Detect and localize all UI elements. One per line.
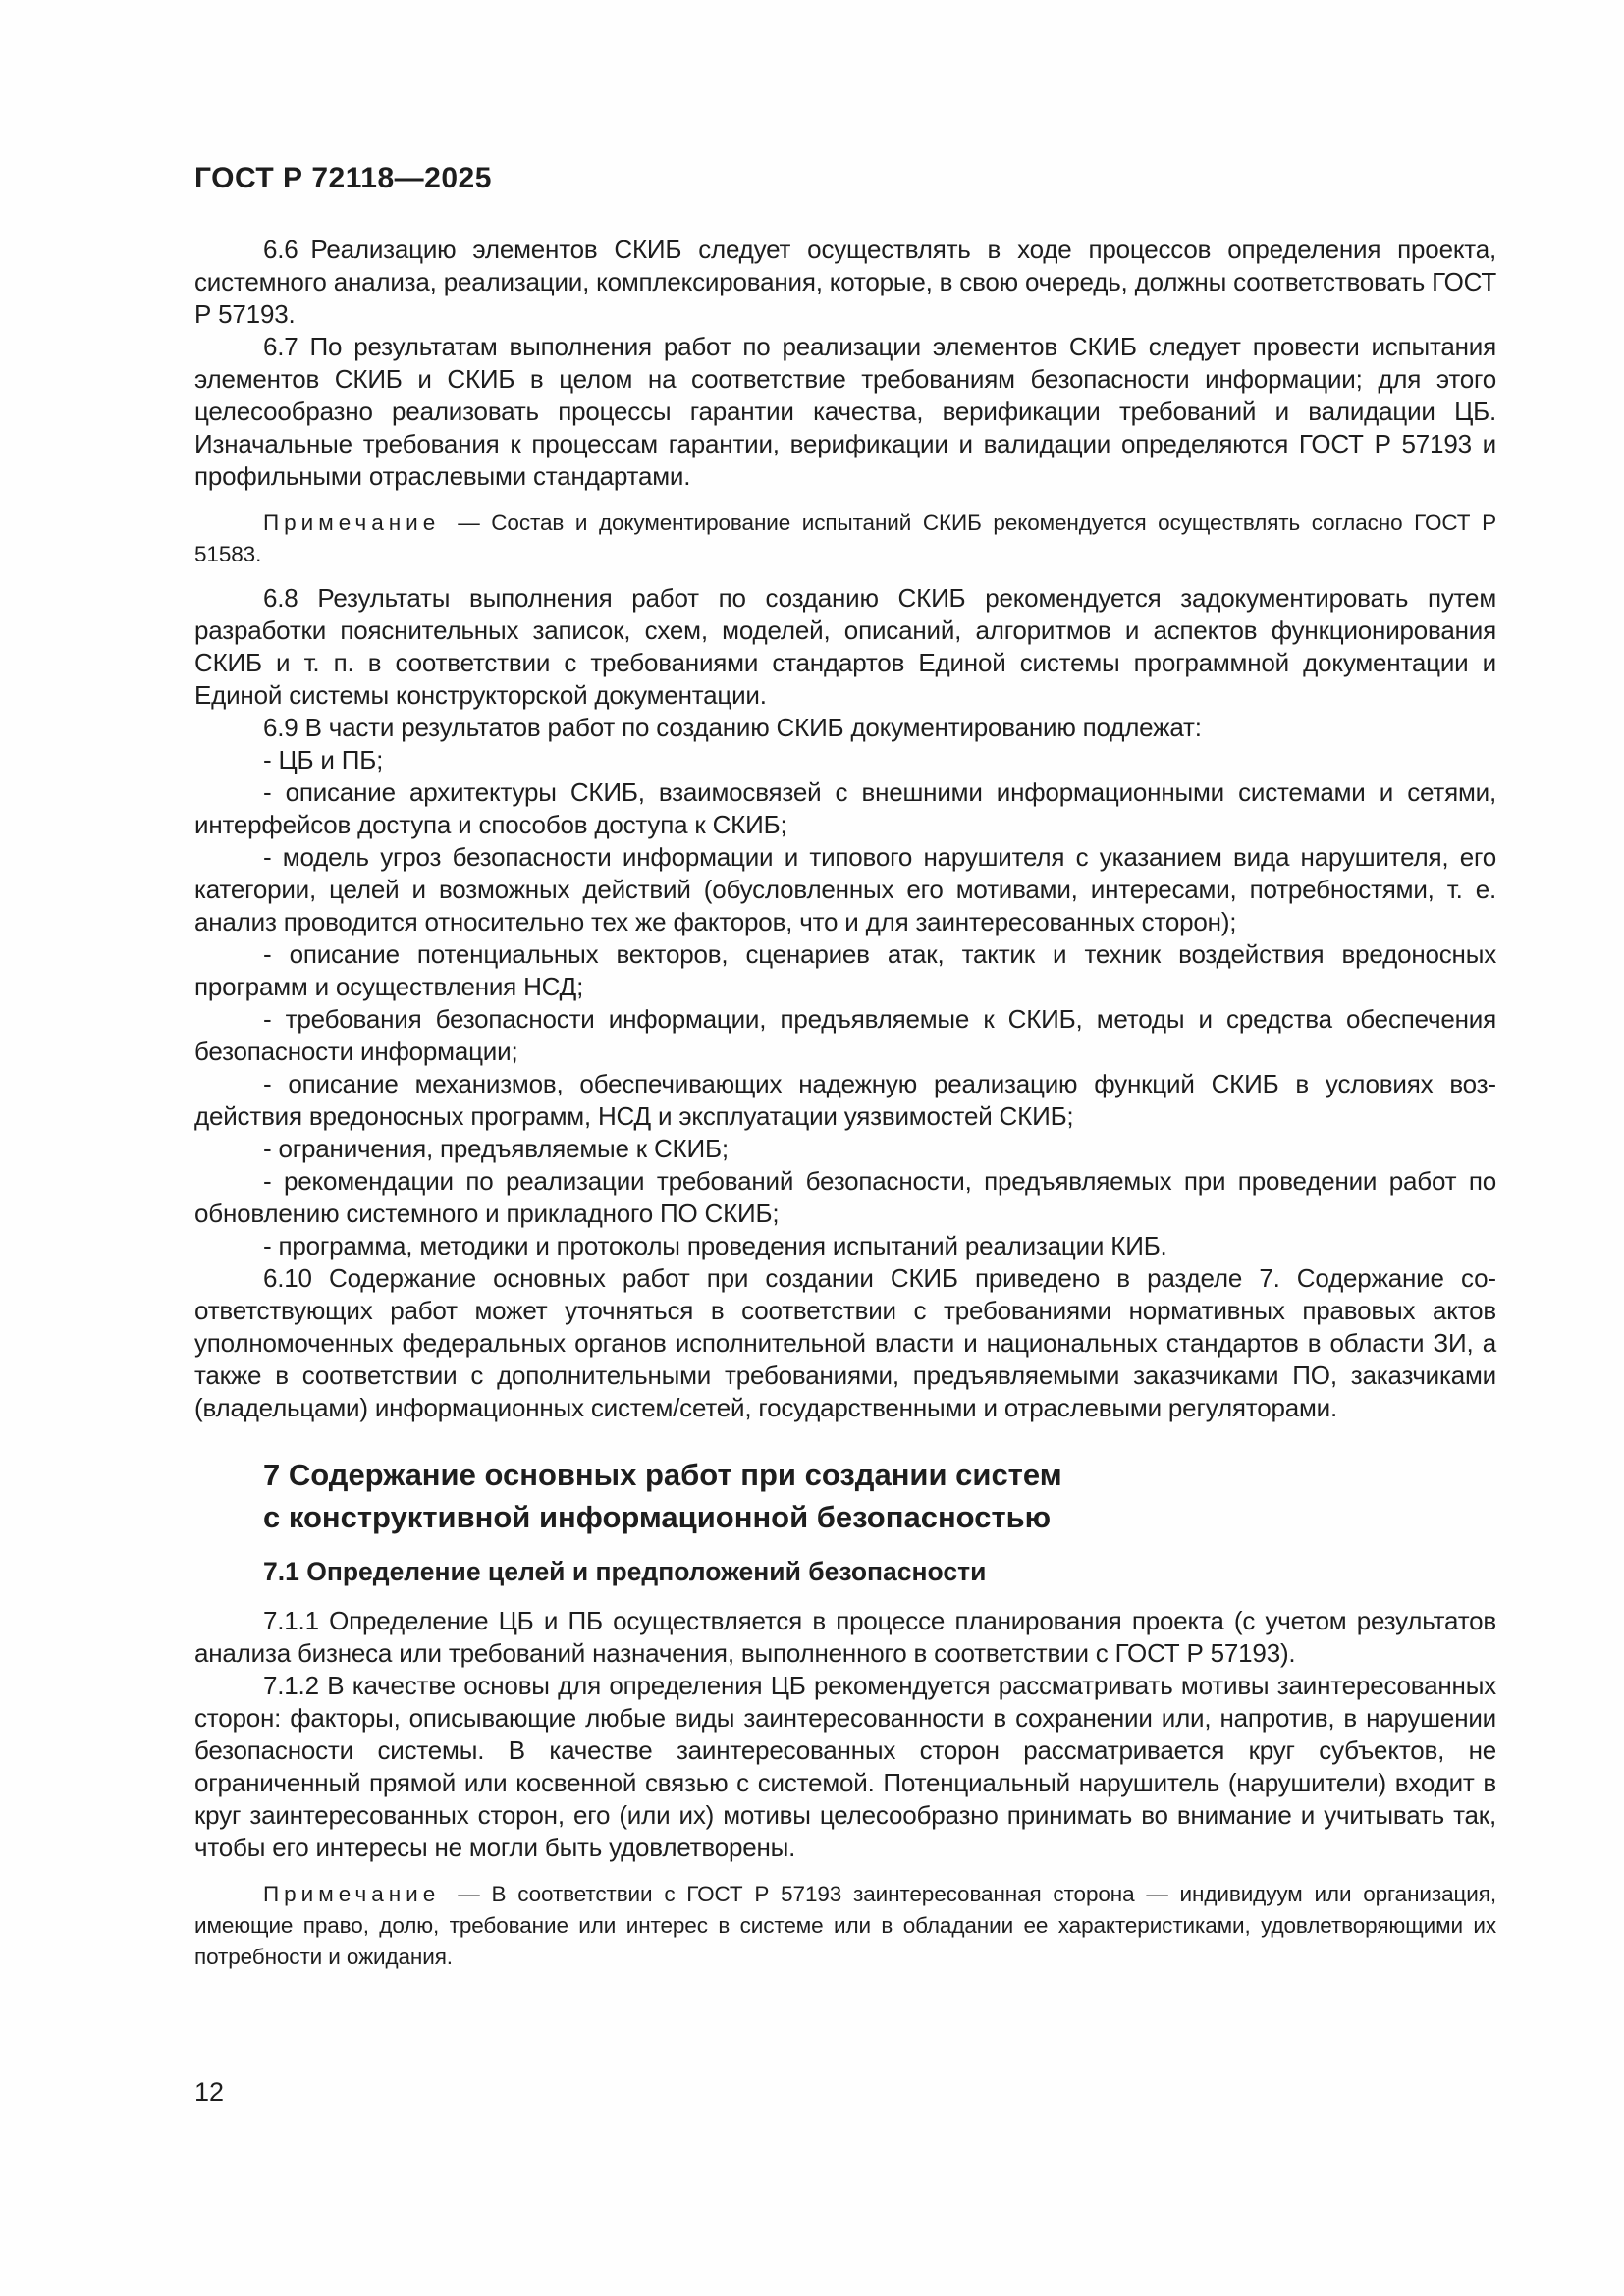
note-label: Примечание bbox=[263, 510, 441, 535]
subsection-7-1-heading: 7.1 Определение целей и предположений безопасности bbox=[263, 1557, 987, 1586]
section-7-heading bbox=[263, 1454, 1496, 1538]
list-item: - описание механизмов, обеспечивающих надежную реализацию функций СКИБ в условиях воздействия вредоносных программ, НСД и эксплуатации уязвимостей СКИБ; bbox=[194, 1069, 1496, 1131]
list-item: - описание потенциальных векторов, сценариев атак, тактик и техник воздействия вредоносных программ и осуществления НСД; bbox=[194, 939, 1496, 1001]
note-text: — В соответствии с ГОСТ Р 57193 заинтересованная сторона — индивидуум или организация, имеющие право, долю, требование или интерес в системе или в обладании ее характеристиками, удовлетворяющими их потребности и ожидания. bbox=[194, 1882, 1496, 1969]
list-item: - описание архитектуры СКИБ, взаимосвязей с внешними информационными системами и сетями, интерфейсов доступа и способов доступа к СКИБ; bbox=[194, 777, 1496, 839]
list-item: - ЦБ и ПБ; bbox=[263, 745, 384, 774]
paragraph-7-1-1: 7.1.1 Определение ЦБ и ПБ осуществляется в процессе планирования проекта (с учетом результатов анализа бизнеса или требований назначения, выполненного в соответствии с ГОСТ Р 57193). bbox=[194, 1606, 1496, 1668]
paragraph-6-10: 6.10 Содержание основных работ при создании СКИБ приведено в разделе 7. Содержание соответствующих работ может уточняться в соответствии с требованиями нормативных правовых актов уполномоченных федеральных органов исполнительной власти и национальных стандартов в области ЗИ, а также в соответствии с дополнительными требованиями, предъявляемыми заказчиками ПО, заказчиками (владельцами) информационных систем/сетей, государственными и отраслевыми регуляторами. bbox=[194, 1263, 1496, 1422]
document-header: ГОСТ Р 72118—2025 bbox=[194, 162, 492, 194]
paragraph-7-1-2: 7.1.2 В качестве основы для определения ЦБ рекомендуется рассматривать мотивы заинтересованных сторон: факторы, описывающие любые виды заинтересованности в сохранении или, напротив, в нарушении безопасности системы. В качестве заинтересованных сторон рассматривается круг субъектов, не ограниченный прямой или косвенной связью с системой. Потенциальный нарушитель (нарушители) входит в круг заинтересованных сторон, его (или их) мотивы целесообразно принимать во внимание и учитывать так, чтобы его интересы не могли быть удовлетворены. bbox=[194, 1671, 1496, 1862]
list-item: - программа, методики и протоколы проведения испытаний реализации КИБ. bbox=[263, 1231, 1167, 1260]
section-7-heading-line2: с конструктивной информационной безопасностью bbox=[263, 1500, 1052, 1534]
note-label: Примечание bbox=[263, 1882, 441, 1906]
page-number: 12 bbox=[194, 2077, 225, 2107]
list-item: - требования безопасности информации, предъявляемые к СКИБ, методы и средства обеспечения безопасности информации; bbox=[194, 1004, 1496, 1066]
note-after-7-1-2 bbox=[194, 1879, 1496, 1973]
paragraph-6-7: 6.7 По результатам выполнения работ по реализации элементов СКИБ следует провести испытания элементов СКИБ и СКИБ в целом на соответствие требованиям безопасности информации; для этого целесообразно реализовать процессы гарантии качества, верификации требований и валидации ЦБ. Изначальные требования к процессам гарантии, верификации и валидации определяются ГОСТ Р 57193 и профильными отраслевыми стандартами. bbox=[194, 332, 1496, 491]
list-item: - рекомендации по реализации требований безопасности, предъявляемых при проведении работ по обновлению системного и прикладного ПО СКИБ; bbox=[194, 1166, 1496, 1228]
document-content bbox=[194, 164, 1496, 1985]
paragraph-6-9: 6.9 В части результатов работ по созданию СКИБ документированию подлежат: bbox=[263, 713, 1202, 742]
note-after-6-7 bbox=[194, 507, 1496, 570]
paragraph-6-8: 6.8 Результаты выполнения работ по созданию СКИБ рекомендуется задокументировать путем разработки пояснительных записок, схем, моделей, описаний, алгоритмов и аспектов функционирования СКИБ и т. п. в соответствии с требованиями стандартов Единой системы программной документации и Единой системы конструкторской документации. bbox=[194, 583, 1496, 710]
list-item: - ограничения, предъявляемые к СКИБ; bbox=[263, 1134, 729, 1163]
note-text: — Состав и документирование испытаний СКИБ рекомендуется осуществлять согласно ГОСТ Р 51583. bbox=[194, 510, 1496, 566]
section-7-heading-line1: 7 Содержание основных работ при создании систем bbox=[263, 1458, 1062, 1492]
list-item: - модель угроз безопасности информации и типового нарушителя с указанием вида нарушителя, его категории, целей и возможных действий (обусловленных его мотивами, интересами, потребностями, т. е. анализ проводится относительно тех же факторов, что и для заинтересованных сторон); bbox=[194, 842, 1496, 936]
paragraph-6-6: 6.6 Реализацию элементов СКИБ следует осуществлять в ходе процессов определения проекта, системного анализа, реализации, комплексирования, которые, в свою очередь, должны соответствовать ГОСТ Р 57193. bbox=[194, 235, 1496, 329]
